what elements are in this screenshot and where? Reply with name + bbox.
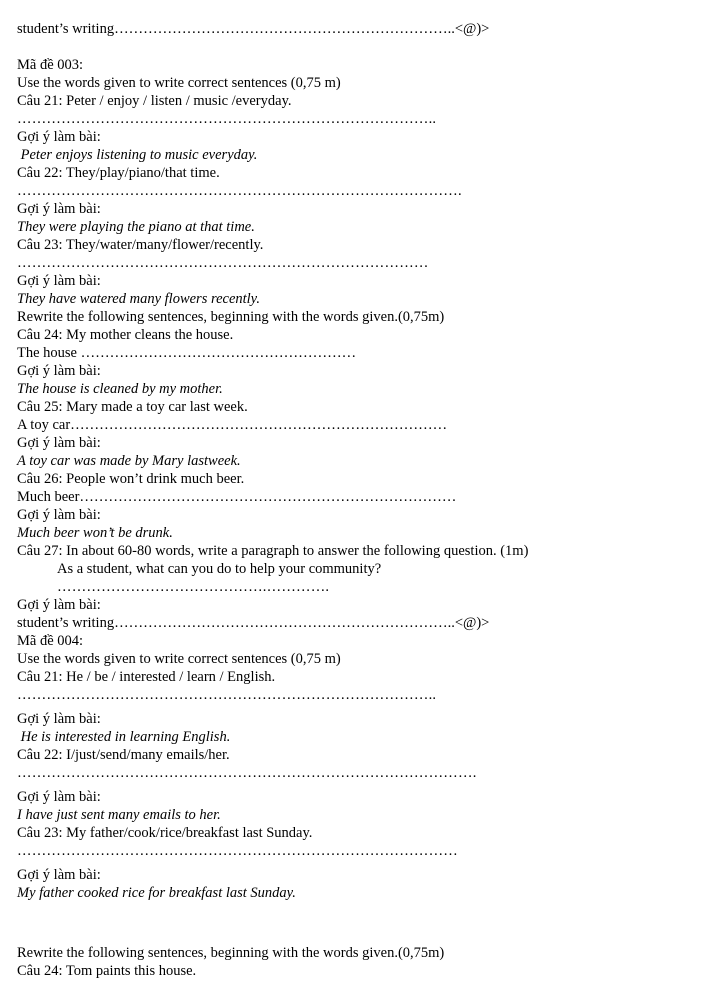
question-23: Câu 23: My father/cook/rice/breakfast last Sunday. [17, 825, 313, 841]
answer-26: Much beer won’t be drunk. [17, 525, 173, 541]
student-writing-header: student’s writing……………………………………………………………..<@)> [17, 21, 490, 37]
instruction-write-sentences: Use the words given to write correct sentences (0,75 m) [17, 75, 341, 91]
sentence-start-24: The house ………………………………………………… [17, 345, 357, 361]
answer-blank-21: ………………………………………………………………………….. [17, 687, 437, 703]
answer-blank-22: ………………………………………………………………………………. [17, 183, 462, 199]
question-24: Câu 24: Tom paints this house. [17, 963, 197, 979]
answer-24: The house is cleaned by my mother. [17, 381, 223, 397]
sentence-start-25: A toy car…………………………………………………………………… [17, 417, 448, 433]
answer-blank-23: ………………………………………………………………………… [17, 255, 429, 271]
exam-code-003: Mã đề 003: [17, 57, 84, 73]
answer-blank-21: ………………………………………………………………………….. [17, 111, 437, 127]
answer-25: A toy car was made by Mary lastweek. [17, 453, 241, 469]
exam-code-004: Mã đề 004: [17, 633, 84, 649]
answer-blank-27: …………………………………….…………. [57, 579, 330, 595]
question-27-prompt: As a student, what can you do to help your community? [57, 561, 382, 577]
answer-23: My father cooked rice for breakfast last Sunday. [17, 885, 296, 901]
question-26: Câu 26: People won’t drink much beer. [17, 471, 245, 487]
document-page [17, 20, 712, 980]
answer-22: I have just sent many emails to her. [17, 807, 221, 823]
student-writing-header: student’s writing……………………………………………………………..<@)> [17, 615, 490, 631]
hint-label: Gợi ý làm bài: [17, 789, 101, 805]
hint-label: Gợi ý làm bài: [17, 363, 101, 379]
sentence-start-26: Much beer…………………………………………………………………… [17, 489, 457, 505]
answer-22: They were playing the piano at that time. [17, 219, 255, 235]
hint-label: Gợi ý làm bài: [17, 867, 101, 883]
answer-21: Peter enjoys listening to music everyday. [17, 147, 258, 163]
instruction-rewrite: Rewrite the following sentences, beginning with the words given.(0,75m) [17, 945, 445, 961]
hint-label: Gợi ý làm bài: [17, 597, 101, 613]
instruction-write-sentences: Use the words given to write correct sentences (0,75 m) [17, 651, 341, 667]
instruction-rewrite: Rewrite the following sentences, beginning with the words given.(0,75m) [17, 309, 445, 325]
hint-label: Gợi ý làm bài: [17, 507, 101, 523]
question-25: Câu 25: Mary made a toy car last week. [17, 399, 248, 415]
hint-label: Gợi ý làm bài: [17, 129, 101, 145]
question-21: Câu 21: Peter / enjoy / listen / music /everyday. [17, 93, 292, 109]
answer-blank-23: ……………………………………………………………………………… [17, 843, 458, 859]
hint-label: Gợi ý làm bài: [17, 435, 101, 451]
question-23: Câu 23: They/water/many/flower/recently. [17, 237, 264, 253]
answer-23: They have watered many flowers recently. [17, 291, 260, 307]
question-27: Câu 27: In about 60-80 words, write a paragraph to answer the following question. (1m) [17, 543, 529, 559]
hint-label: Gợi ý làm bài: [17, 201, 101, 217]
question-24: Câu 24: My mother cleans the house. [17, 327, 234, 343]
hint-label: Gợi ý làm bài: [17, 273, 101, 289]
answer-21: He is interested in learning English. [17, 729, 231, 745]
hint-label: Gợi ý làm bài: [17, 711, 101, 727]
question-22: Câu 22: I/just/send/many emails/her. [17, 747, 230, 763]
answer-blank-22: …………………………………………………………………………………. [17, 765, 477, 781]
question-22: Câu 22: They/play/piano/that time. [17, 165, 220, 181]
question-21: Câu 21: He / be / interested / learn / English. [17, 669, 276, 685]
